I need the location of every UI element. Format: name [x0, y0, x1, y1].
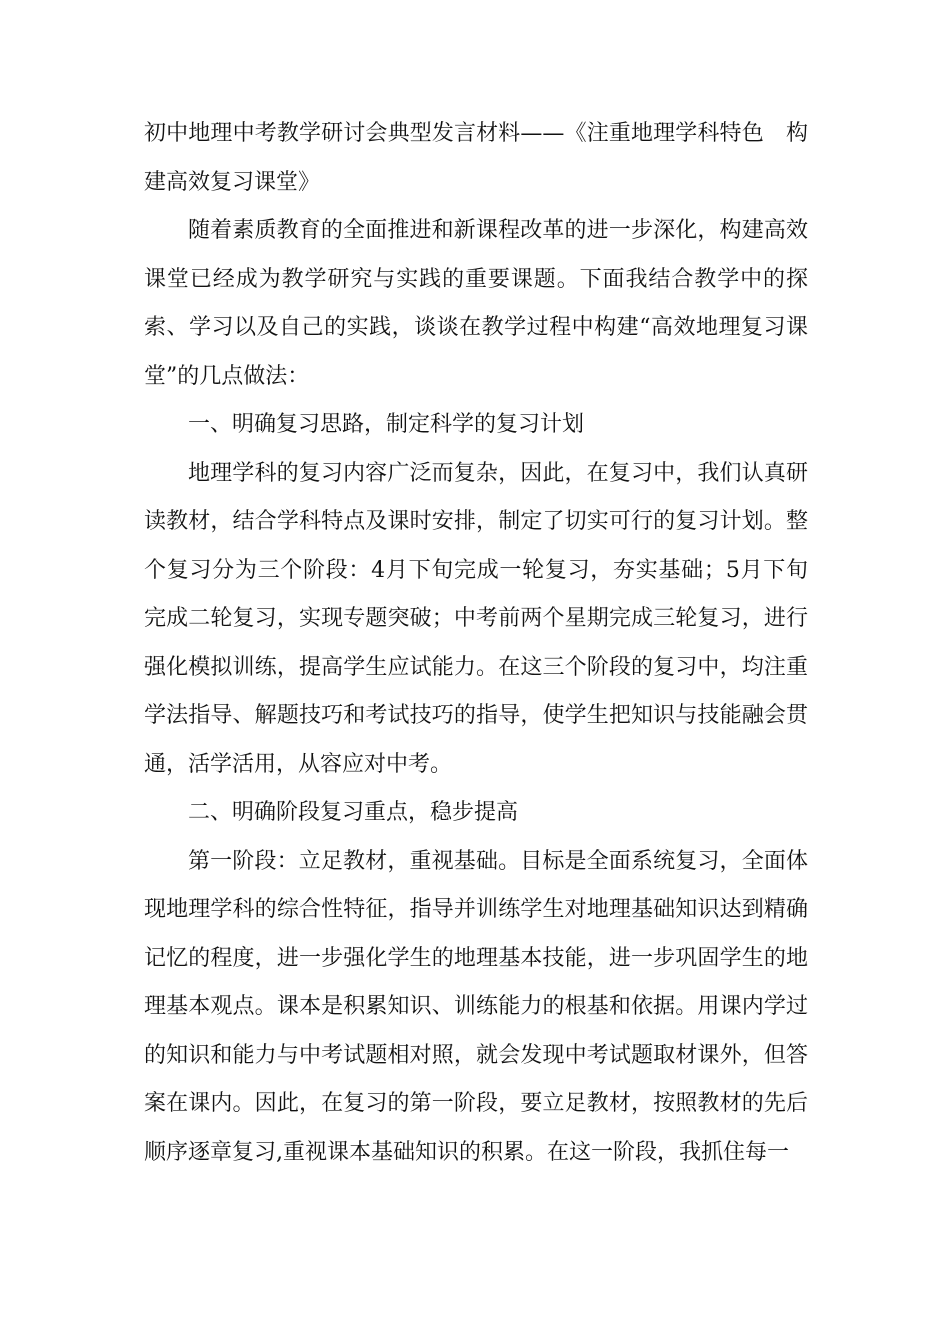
document-title: 初中地理中考教学研讨会典型发言材料——《注重地理学科特色 构建高效复习课堂》 [144, 121, 808, 195]
intro-paragraph: 随着素质教育的全面推进和新课程改革的进一步深化，构建高效课堂已经成为教学研究与实践的重要课题。下面我结合教学中的探索、学习以及自己的实践，谈谈在教学过程中构建“高效地理复习课堂”的几点做法： [144, 218, 808, 389]
section-2-paragraph: 第一阶段：立足教材，重视基础。目标是全面系统复习，全面体现地理学科的综合性特征，指导并训练学生对地理基础知识达到精确记忆的程度，进一步强化学生的地理基本技能，进一步巩固学生的地理基本观点。课本是积累知识、训练能力的根基和依据。用课内学过的知识和能力与中考试题相对照，就会发现中考试题取材课外，但答案在课内。因此，在复习的第一阶段，要立足教材，按照教材的先后顺序逐章复习,重视课本基础知识的积累。在这一阶段，我抓住每一 [144, 848, 808, 1165]
section-heading-2: 二、明确阶段复习重点，稳步提高 [188, 800, 519, 825]
document-body [144, 110, 808, 1177]
section-1-paragraph: 地理学科的复习内容广泛而复杂，因此，在复习中，我们认真研读教材，结合学科特点及课时安排，制定了切实可行的复习计划。整个复习分为三个阶段：4月下旬完成一轮复习，夯实基础；5月下旬完成二轮复习，实现专题突破；中考前两个星期完成三轮复习，进行强化模拟训练，提高学生应试能力。在这三个阶段的复习中，均注重学法指导、解题技巧和考试技巧的指导，使学生把知识与技能融会贯通，活学活用，从容应对中考。 [144, 460, 808, 777]
section-heading-1: 一、明确复习思路，制定科学的复习计划 [188, 412, 585, 437]
